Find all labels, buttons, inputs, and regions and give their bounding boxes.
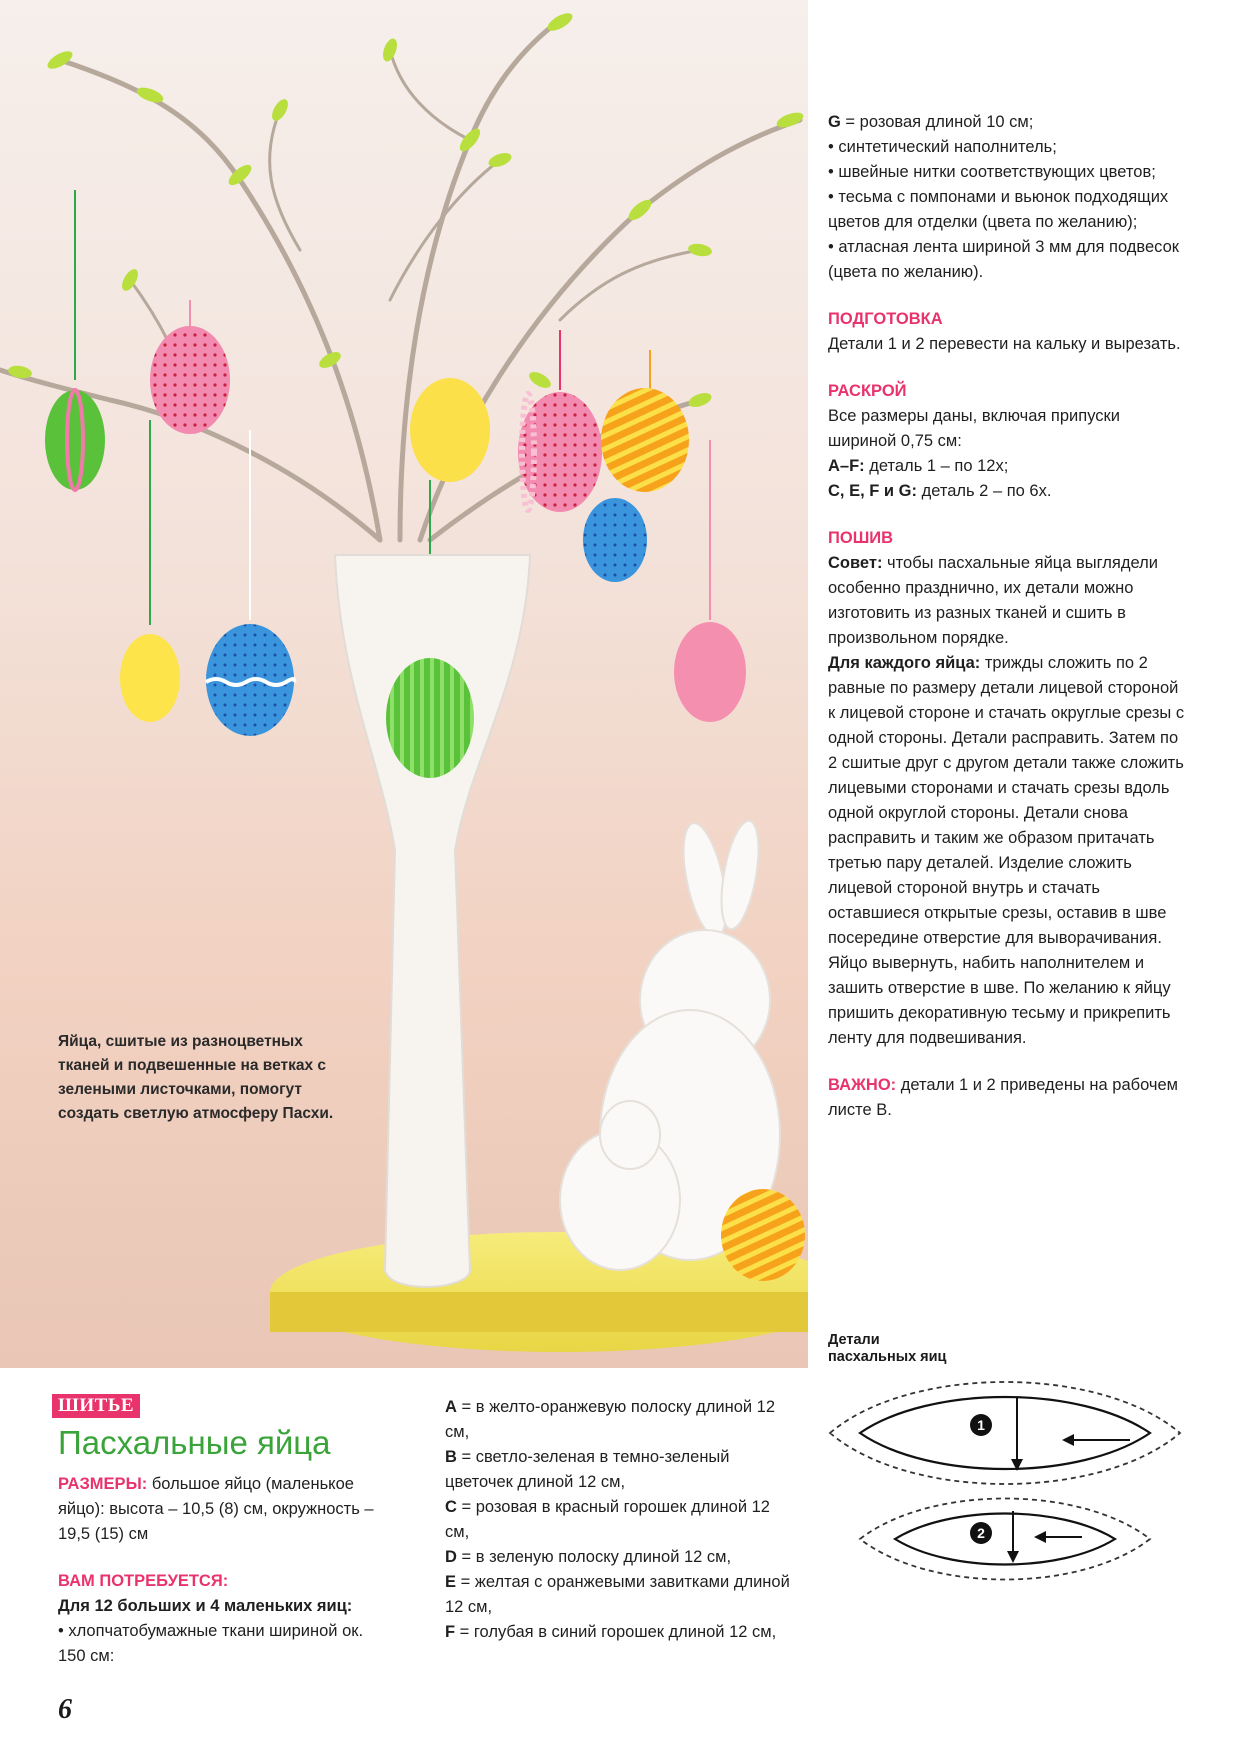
extra-thread: • швейные нитки соответствующих цветов; — [828, 163, 1156, 181]
fabric-intro: • хлопчатобумажные ткани шириной ок. 150 см: — [58, 1622, 364, 1665]
egg-blue-small — [583, 498, 647, 582]
page-number: 6 — [58, 1694, 72, 1725]
leaves — [7, 10, 805, 410]
cutting-heading: РАСКРОЙ — [828, 382, 907, 400]
fabric-b: B = светло-зеленая в темно-зеленый цветочек длиной 12 см, — [445, 1448, 730, 1491]
preparation-text: Детали 1 и 2 перевести на кальку и вырезать. — [828, 335, 1181, 353]
sizes: РАЗМЕРЫ: большое яйцо (маленькое яйцо): высота – 10,5 (8) см, окружность – 19,5 (15) см — [58, 1475, 374, 1543]
sewing-each: Для каждого яйца: трижды сложить по 2 равные по размеру детали лицевой стороной к лицевой стороне и стачать округлые срезы с одной стороны. Детали расправить. Затем по 2 сшитые друг с другом детали также сложить лицевыми сторонами и стачать срезы вдоль одной округлой стороны. Детали снова расправить и таким же образом притачать третью пару деталей. Изделие сложить лицевой стороной внутрь и стачать оставшиеся открытые срезы, оставив в шве посередине отверстие для выворачивания. Яйцо вывернуть, набить наполнителем и зашить отверстие в шве. По желанию к яйцу пришить декоративную тесьму и прикрепить ленту для подвешивания. — [828, 654, 1185, 1047]
egg-pink-dots — [150, 326, 230, 434]
pattern-piece-2 — [860, 1499, 1150, 1580]
egg-green-stripes — [386, 658, 474, 778]
egg-yellow-back — [410, 378, 490, 482]
fabrics-column — [445, 1395, 795, 1645]
extra-trim: • тесьма с помпонами и вьюнок подходящих цветов для отделки (цвета по желанию); — [828, 188, 1169, 231]
egg-pink-plain — [674, 622, 746, 722]
fabric-d: D = в зеленую полоску длиной 12 см, — [445, 1548, 732, 1566]
extra-ribbon: • атласная лента шириной 3 мм для подвесок (цвета по желанию). — [828, 238, 1179, 281]
egg-orange-table — [721, 1189, 805, 1281]
egg-green-flowers — [45, 390, 105, 490]
left-bottom-column — [58, 1472, 388, 1669]
sewing-heading: ПОШИВ — [828, 529, 894, 547]
cutting-line-1: A–F: деталь 1 – по 12х; — [828, 457, 1009, 475]
photo-caption: Яйца, сшитые из разноцветных тканей и подвешенные на ветках с зелеными листочками, помогут создать светлую атмосферу Пасхи. — [58, 1033, 334, 1122]
piece-1-number: 1 — [977, 1417, 985, 1433]
sewing-tip: Совет: чтобы пасхальные яйца выглядели особенно празднично, их детали можно изготовить из разных тканей и сшить в произвольном порядке. — [828, 554, 1158, 647]
preparation-heading: ПОДГОТОВКА — [828, 310, 943, 328]
section-tag: ШИТЬЕ — [52, 1394, 140, 1418]
diagram-label: Детали пасхальных яиц — [828, 1332, 947, 1365]
pattern-piece-1 — [830, 1382, 1180, 1484]
extra-filler: • синтетический наполнитель; — [828, 138, 1057, 156]
important-note: ВАЖНО: детали 1 и 2 приведены на рабочем листе В. — [828, 1076, 1179, 1119]
page-title: Пасхальные яйца — [58, 1424, 331, 1461]
fabric-f: F = голубая в синий горошек длиной 12 см, — [445, 1623, 777, 1641]
piece-2-number: 2 — [977, 1525, 985, 1541]
materials-subheading: Для 12 больших и 4 маленьких яиц: — [58, 1597, 353, 1615]
egg-orange-stripes — [601, 388, 689, 492]
egg-yellow — [120, 634, 180, 722]
right-column — [828, 110, 1188, 1123]
fabric-c: C = розовая в красный горошек длиной 12 см, — [445, 1498, 770, 1541]
pattern-diagram — [820, 1355, 1190, 1595]
fabric-e: E = желтая с оранжевыми завитками длиной 12 см, — [445, 1573, 790, 1616]
cutting-line-2: C, E, F и G: деталь 2 – по 6х. — [828, 482, 1052, 500]
cutting-text: Все размеры даны, включая припуски шириной 0,75 см: — [828, 407, 1120, 450]
fabric-a: A = в желто-оранжевую полоску длиной 12 см, — [445, 1398, 776, 1441]
fabric-g: G = розовая длиной 10 см; — [828, 113, 1034, 131]
materials-heading: ВАМ ПОТРЕБУЕТСЯ: — [58, 1572, 229, 1590]
